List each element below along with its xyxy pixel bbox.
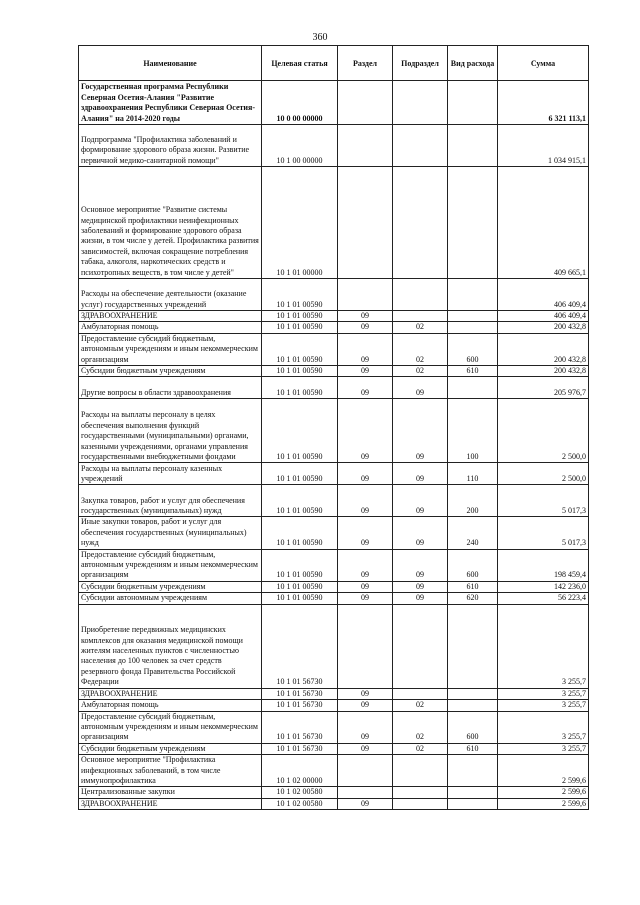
cell-target: 10 1 02 00000 xyxy=(262,755,338,787)
cell-expense-type xyxy=(448,322,498,333)
header-section: Раздел xyxy=(338,46,393,81)
table-row xyxy=(79,711,589,743)
cell-amount: 3 255,7 xyxy=(498,743,589,754)
cell-target: 10 1 01 56730 xyxy=(262,688,338,699)
cell-amount: 6 321 113,1 xyxy=(498,81,589,125)
cell-amount: 205 976,7 xyxy=(498,377,589,399)
cell-name: ЗДРАВООХРАНЕНИЕ xyxy=(79,688,262,699)
cell-subsection xyxy=(393,688,448,699)
cell-target: 10 1 02 00580 xyxy=(262,798,338,809)
cell-subsection: 02 xyxy=(393,700,448,711)
table-row xyxy=(79,700,589,711)
cell-target: 10 1 01 00590 xyxy=(262,279,338,311)
table-row xyxy=(79,549,589,581)
cell-expense-type: 240 xyxy=(448,517,498,549)
cell-expense-type: 600 xyxy=(448,333,498,365)
cell-amount: 3 255,7 xyxy=(498,700,589,711)
cell-expense-type xyxy=(448,377,498,399)
cell-subsection: 02 xyxy=(393,743,448,754)
table-row xyxy=(79,366,589,377)
cell-amount: 198 459,4 xyxy=(498,549,589,581)
cell-amount: 200 432,8 xyxy=(498,333,589,365)
cell-name: Предоставление субсидий бюджетным, автономным учреждениям и иным некоммерческим организациям xyxy=(79,549,262,581)
cell-section: 09 xyxy=(338,517,393,549)
table-row xyxy=(79,798,589,809)
cell-section xyxy=(338,279,393,311)
cell-subsection: 09 xyxy=(393,593,448,604)
cell-name: Закупка товаров, работ и услуг для обеспечения государственных (муниципальных) нужд xyxy=(79,485,262,517)
cell-subsection: 09 xyxy=(393,377,448,399)
cell-expense-type: 600 xyxy=(448,549,498,581)
cell-subsection xyxy=(393,755,448,787)
cell-amount: 5 017,3 xyxy=(498,485,589,517)
cell-section: 09 xyxy=(338,593,393,604)
cell-section: 09 xyxy=(338,700,393,711)
header-target: Целевая статья xyxy=(262,46,338,81)
cell-amount: 1 034 915,1 xyxy=(498,125,589,167)
cell-target: 10 1 01 56730 xyxy=(262,743,338,754)
cell-expense-type xyxy=(448,604,498,688)
cell-subsection xyxy=(393,787,448,798)
cell-target: 10 1 01 00590 xyxy=(262,463,338,485)
cell-expense-type: 610 xyxy=(448,581,498,592)
cell-subsection: 02 xyxy=(393,366,448,377)
cell-expense-type xyxy=(448,311,498,322)
table-row xyxy=(79,485,589,517)
cell-amount: 406 409,4 xyxy=(498,311,589,322)
cell-name: ЗДРАВООХРАНЕНИЕ xyxy=(79,311,262,322)
cell-target: 10 1 01 00590 xyxy=(262,485,338,517)
table-row xyxy=(79,81,589,125)
cell-amount: 5 017,3 xyxy=(498,517,589,549)
cell-section: 09 xyxy=(338,798,393,809)
table-row xyxy=(79,787,589,798)
header-name: Наименование xyxy=(79,46,262,81)
cell-expense-type xyxy=(448,125,498,167)
cell-name: Амбулаторная помощь xyxy=(79,700,262,711)
cell-expense-type xyxy=(448,279,498,311)
cell-target: 10 1 01 00590 xyxy=(262,366,338,377)
cell-name: Субсидии бюджетным учреждениям xyxy=(79,366,262,377)
cell-expense-type: 200 xyxy=(448,485,498,517)
cell-subsection: 09 xyxy=(393,485,448,517)
cell-name: Приобретение передвижных медицинских комплексов для оказания медицинской помощи жителям населенных пунктов с численностью населения до 100 человек за счет средств резервного фонда Правительства Российской Федерации xyxy=(79,604,262,688)
cell-name: Амбулаторная помощь xyxy=(79,322,262,333)
cell-name: Субсидии бюджетным учреждениям xyxy=(79,743,262,754)
table-row xyxy=(79,333,589,365)
cell-name: Предоставление субсидий бюджетным, автономным учреждениям и иным некоммерческим организациям xyxy=(79,711,262,743)
cell-section: 09 xyxy=(338,743,393,754)
cell-target: 10 1 01 00590 xyxy=(262,517,338,549)
cell-target: 10 1 02 00580 xyxy=(262,787,338,798)
cell-subsection: 09 xyxy=(393,463,448,485)
cell-expense-type: 600 xyxy=(448,711,498,743)
cell-target: 10 1 01 00590 xyxy=(262,333,338,365)
cell-subsection xyxy=(393,279,448,311)
cell-amount: 3 255,7 xyxy=(498,604,589,688)
cell-section: 09 xyxy=(338,688,393,699)
cell-target: 10 1 01 00590 xyxy=(262,593,338,604)
cell-name: Расходы на обеспечение деятельности (оказание услуг) государственных учреждений xyxy=(79,279,262,311)
cell-amount: 56 223,4 xyxy=(498,593,589,604)
cell-expense-type xyxy=(448,167,498,279)
cell-amount: 200 432,8 xyxy=(498,322,589,333)
cell-section: 09 xyxy=(338,581,393,592)
cell-target: 10 1 01 56730 xyxy=(262,604,338,688)
header-expense-type: Вид расхода xyxy=(448,46,498,81)
table-row xyxy=(79,743,589,754)
table-row xyxy=(79,279,589,311)
cell-subsection xyxy=(393,81,448,125)
budget-table xyxy=(78,45,589,810)
cell-expense-type: 100 xyxy=(448,399,498,463)
cell-amount: 2 599,6 xyxy=(498,787,589,798)
cell-name: Расходы на выплаты персоналу в целях обеспечения выполнения функций государственными (муниципальными) органами, казенными учреждениями, органами управления государственными внебюджетными фондами xyxy=(79,399,262,463)
cell-section: 09 xyxy=(338,549,393,581)
table-row xyxy=(79,167,589,279)
cell-subsection xyxy=(393,167,448,279)
cell-section: 09 xyxy=(338,377,393,399)
table-row xyxy=(79,463,589,485)
cell-target: 10 1 01 00590 xyxy=(262,399,338,463)
cell-expense-type xyxy=(448,81,498,125)
table-row xyxy=(79,688,589,699)
cell-section: 09 xyxy=(338,711,393,743)
table-row xyxy=(79,604,589,688)
cell-section: 09 xyxy=(338,399,393,463)
cell-target: 10 0 00 00000 xyxy=(262,81,338,125)
cell-amount: 200 432,8 xyxy=(498,366,589,377)
cell-name: Другие вопросы в области здравоохранения xyxy=(79,377,262,399)
cell-section xyxy=(338,755,393,787)
cell-expense-type: 610 xyxy=(448,366,498,377)
cell-target: 10 1 01 00000 xyxy=(262,167,338,279)
cell-target: 10 1 01 00590 xyxy=(262,549,338,581)
cell-subsection xyxy=(393,311,448,322)
cell-amount: 409 665,1 xyxy=(498,167,589,279)
table-row xyxy=(79,517,589,549)
table-row xyxy=(79,581,589,592)
cell-section xyxy=(338,125,393,167)
cell-amount: 406 409,4 xyxy=(498,279,589,311)
table-header-row xyxy=(79,46,589,81)
table-row xyxy=(79,593,589,604)
cell-target: 10 1 01 00590 xyxy=(262,377,338,399)
cell-expense-type xyxy=(448,787,498,798)
cell-name: Основное мероприятие "Профилактика инфекционных заболеваний, в том числе иммунопрофилактика xyxy=(79,755,262,787)
cell-section: 09 xyxy=(338,366,393,377)
cell-subsection: 09 xyxy=(393,399,448,463)
table-row xyxy=(79,399,589,463)
cell-section: 09 xyxy=(338,463,393,485)
cell-target: 10 1 00 00000 xyxy=(262,125,338,167)
cell-section xyxy=(338,81,393,125)
cell-subsection: 02 xyxy=(393,322,448,333)
cell-expense-type xyxy=(448,700,498,711)
cell-name: Подпрограмма "Профилактика заболеваний и формирование здорового образа жизни. Развитие первичной медико-санитарной помощи" xyxy=(79,125,262,167)
header-subsection: Подраздел xyxy=(393,46,448,81)
cell-target: 10 1 01 56730 xyxy=(262,700,338,711)
cell-name: ЗДРАВООХРАНЕНИЕ xyxy=(79,798,262,809)
table-row xyxy=(79,322,589,333)
cell-amount: 3 255,7 xyxy=(498,688,589,699)
cell-name: Государственная программа Республики Северная Осетия-Алания "Развитие здравоохранения Республики Северная Осетия-Алания" на 2014-2020 годы xyxy=(79,81,262,125)
table-row xyxy=(79,311,589,322)
table-row xyxy=(79,125,589,167)
cell-section: 09 xyxy=(338,333,393,365)
cell-name: Предоставление субсидий бюджетным, автономным учреждениям и иным некоммерческим организациям xyxy=(79,333,262,365)
cell-target: 10 1 01 00590 xyxy=(262,581,338,592)
cell-amount: 2 599,6 xyxy=(498,798,589,809)
cell-subsection: 02 xyxy=(393,333,448,365)
cell-name: Расходы на выплаты персоналу казенных учреждений xyxy=(79,463,262,485)
cell-name: Иные закупки товаров, работ и услуг для обеспечения государственных (муниципальных) нужд xyxy=(79,517,262,549)
cell-section: 09 xyxy=(338,322,393,333)
cell-expense-type: 620 xyxy=(448,593,498,604)
cell-target: 10 1 01 00590 xyxy=(262,322,338,333)
cell-amount: 2 500,0 xyxy=(498,399,589,463)
cell-amount: 2 599,6 xyxy=(498,755,589,787)
cell-subsection: 09 xyxy=(393,549,448,581)
cell-section: 09 xyxy=(338,311,393,322)
cell-subsection xyxy=(393,604,448,688)
cell-section: 09 xyxy=(338,485,393,517)
cell-expense-type xyxy=(448,755,498,787)
cell-expense-type xyxy=(448,798,498,809)
cell-section xyxy=(338,604,393,688)
cell-expense-type xyxy=(448,688,498,699)
cell-amount: 3 255,7 xyxy=(498,711,589,743)
cell-target: 10 1 01 00590 xyxy=(262,311,338,322)
cell-expense-type: 110 xyxy=(448,463,498,485)
cell-amount: 142 236,0 xyxy=(498,581,589,592)
page-number: 360 xyxy=(312,32,328,43)
cell-subsection: 02 xyxy=(393,711,448,743)
cell-target: 10 1 01 56730 xyxy=(262,711,338,743)
cell-expense-type: 610 xyxy=(448,743,498,754)
cell-subsection: 09 xyxy=(393,581,448,592)
cell-amount: 2 500,0 xyxy=(498,463,589,485)
table-row xyxy=(79,377,589,399)
cell-section xyxy=(338,787,393,798)
cell-subsection xyxy=(393,125,448,167)
cell-name: Субсидии автономным учреждениям xyxy=(79,593,262,604)
header-amount: Сумма xyxy=(498,46,589,81)
cell-subsection: 09 xyxy=(393,517,448,549)
cell-name: Основное мероприятие "Развитие системы медицинской профилактики неинфекционных заболеваний и формирование здорового образа жизни, в том числе у детей. Профилактика развития зависимостей, включая сокращение потребления табака, алкоголя, наркотических средств и психотропных веществ, в том числе у детей" xyxy=(79,167,262,279)
cell-subsection xyxy=(393,798,448,809)
table-row xyxy=(79,755,589,787)
cell-name: Субсидии бюджетным учреждениям xyxy=(79,581,262,592)
cell-section xyxy=(338,167,393,279)
cell-name: Централизованные закупки xyxy=(79,787,262,798)
